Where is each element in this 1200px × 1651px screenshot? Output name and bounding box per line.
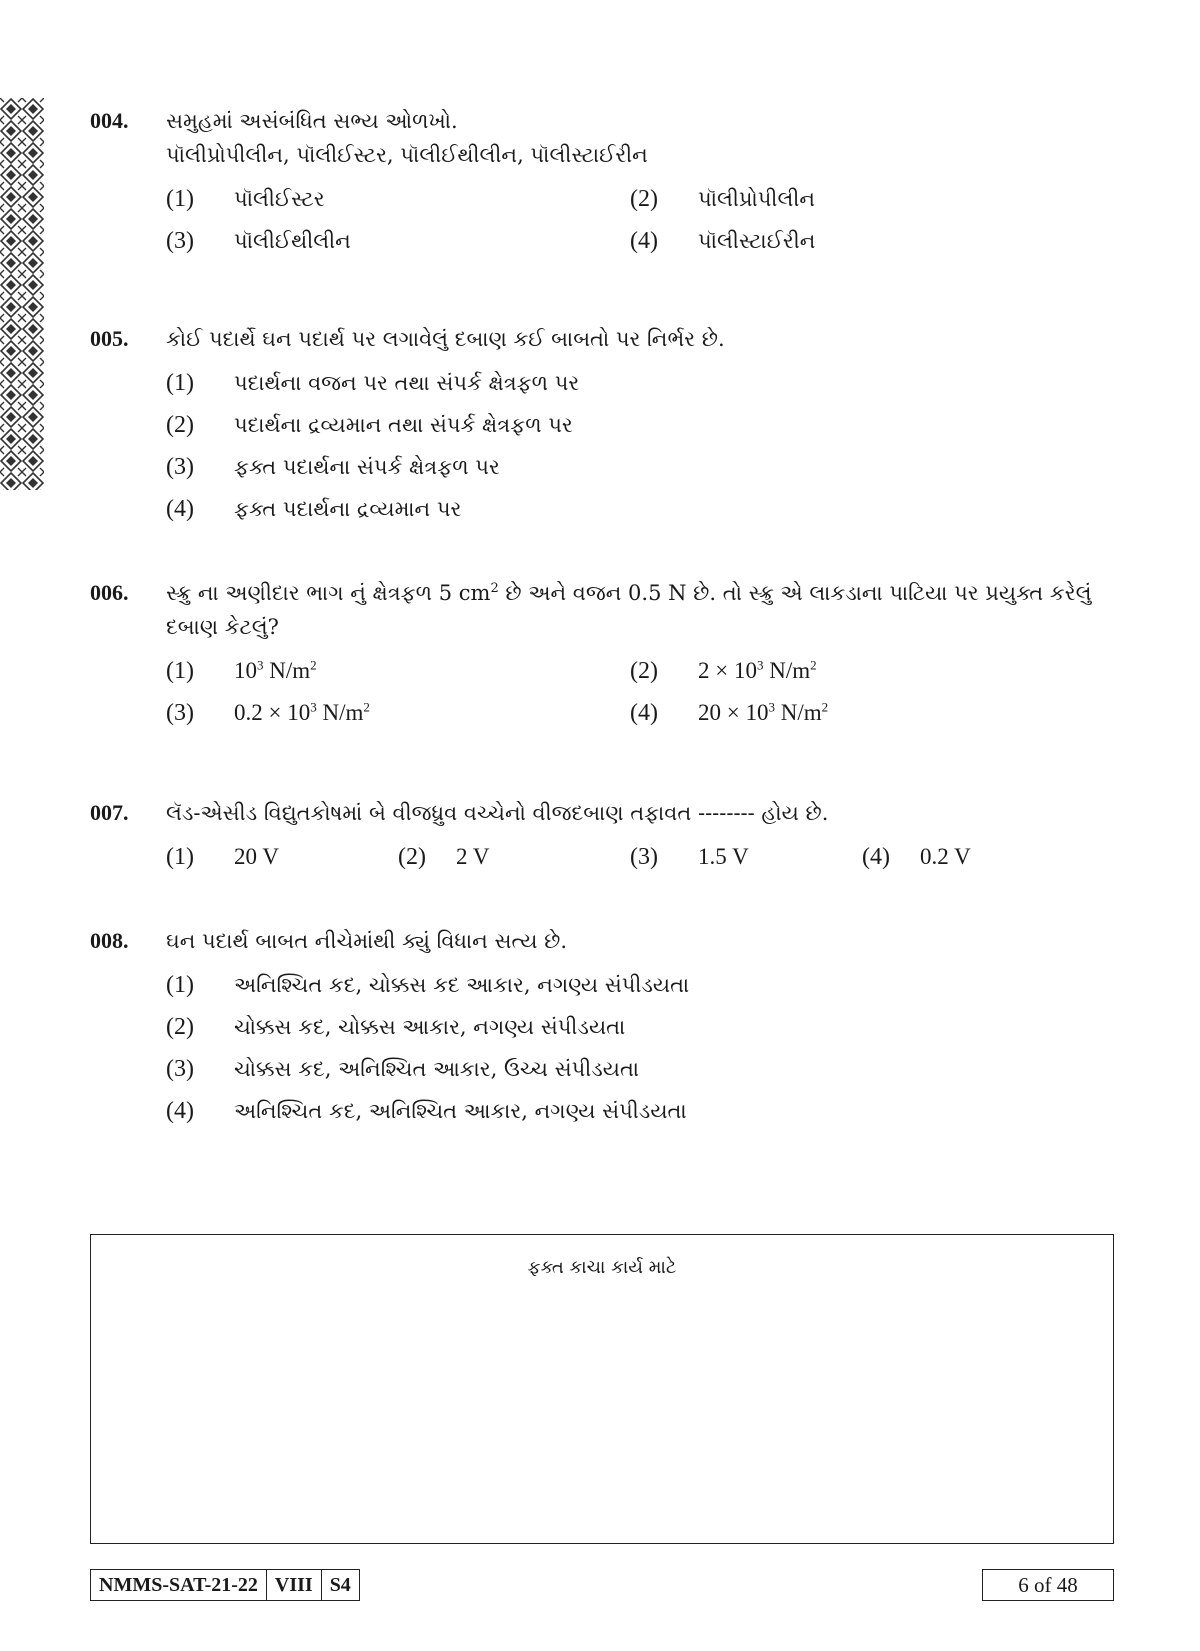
standard-label: VIII [266, 1570, 321, 1600]
option-number: (4) [166, 1097, 194, 1124]
rough-work-box [90, 1234, 1114, 1544]
option-value: 2 × 10 [698, 658, 757, 683]
option-text: ફક્ત પદાર્થના સંપર્ક ક્ષેત્રફળ પર [234, 454, 500, 479]
option-value: 20 × 10 [698, 700, 769, 725]
question-number: 008. [90, 928, 129, 953]
option-text: અનિશ્ચિત કદ, અનિશ્ચિત આકાર, નગણ્ય સંપીડયતા [234, 1098, 687, 1123]
superscript: 2 [810, 657, 817, 673]
question-text [166, 576, 1130, 644]
option-text [698, 658, 817, 684]
option-1 [166, 658, 630, 685]
question-text [166, 924, 1130, 958]
page-number: 6 of 48 [982, 1569, 1114, 1601]
option-1 [166, 186, 630, 213]
option-3 [166, 700, 630, 727]
option-value: 10 [234, 658, 257, 683]
options-list [166, 964, 1130, 1132]
option-number: (4) [630, 699, 658, 726]
option-number: (1) [166, 971, 194, 998]
option-text: 0.2 V [920, 844, 971, 869]
question-text-part: છે અને વજન 0.5 N છે. તો સ્ક્રુ એ લાકડાના પાટિયા પર પ્રયુક્ત કરેલું [498, 581, 1092, 605]
option-text: ચોક્કસ કદ, અનિશ્ચિત આકાર, ઉચ્ચ સંપીડયતા [234, 1056, 640, 1081]
superscript: 2 [363, 699, 370, 715]
option-text: 20 V [234, 844, 279, 869]
option-4 [630, 228, 1094, 255]
footer-code-box [90, 1569, 360, 1601]
options-row [166, 836, 1130, 878]
superscript: 3 [310, 699, 317, 715]
option-2 [398, 844, 630, 871]
question-line: દબાણ કેટલું? [166, 615, 279, 639]
option-1 [166, 370, 1066, 397]
superscript: 2 [821, 699, 829, 715]
option-unit: N/m [316, 700, 364, 725]
option-text: 2 V [456, 844, 490, 869]
question-004 [90, 104, 1130, 262]
question-line [166, 576, 1130, 610]
option-number: (3) [166, 227, 194, 254]
option-1 [166, 844, 398, 871]
option-text [698, 700, 828, 726]
option-2 [630, 658, 1094, 685]
option-number: (4) [862, 843, 890, 870]
option-text: પૉલીઈથીલીન [234, 228, 351, 253]
option-number: (2) [630, 657, 658, 684]
option-unit: N/m [263, 658, 311, 683]
question-number: 005. [90, 326, 129, 351]
superscript: 3 [257, 657, 264, 673]
option-number: (2) [166, 411, 194, 438]
option-number: (1) [166, 369, 194, 396]
option-2 [166, 412, 1066, 439]
option-number: (3) [630, 843, 658, 870]
option-3 [166, 1056, 1066, 1083]
option-1 [166, 972, 1066, 999]
question-006 [90, 576, 1130, 734]
option-text [234, 700, 370, 726]
question-008 [90, 924, 1130, 1132]
option-value: 0.2 × 10 [234, 700, 311, 725]
question-text [166, 796, 1130, 830]
option-3 [166, 454, 1066, 481]
question-number: 006. [90, 580, 129, 605]
option-number: (4) [630, 227, 658, 254]
option-number: (4) [166, 495, 194, 522]
option-4 [630, 700, 1094, 727]
option-unit: N/m [774, 700, 822, 725]
superscript: 2 [310, 657, 317, 673]
option-number: (1) [166, 657, 194, 684]
option-2 [166, 1014, 1066, 1041]
option-text: ફક્ત પદાર્થના દ્રવ્યમાન પર [234, 496, 462, 521]
question-line: પૉલીપ્રોપીલીન, પૉલીઈસ્ટર, પૉલીઈથીલીન, પૉલીસ્ટાઈરીન [166, 143, 648, 167]
options-grid [166, 650, 1130, 734]
superscript: 2 [490, 581, 499, 596]
option-number: (1) [166, 185, 194, 212]
superscript: 3 [756, 657, 764, 673]
option-4 [862, 844, 1094, 871]
options-list [166, 362, 1130, 530]
option-text: પૉલીઈસ્ટર [234, 186, 325, 211]
question-005 [90, 322, 1130, 530]
superscript: 3 [768, 699, 775, 715]
option-number: (3) [166, 453, 194, 480]
option-2 [630, 186, 1094, 213]
rough-work-title: ફક્ત કાચા કાર્ય માટે [527, 1257, 677, 1278]
question-007 [90, 796, 1130, 878]
question-number: 007. [90, 800, 129, 825]
option-3 [630, 844, 862, 871]
option-number: (3) [166, 699, 194, 726]
question-line: સમુહમાં અસંબંધિત સભ્ય ઓળખો. [166, 109, 458, 133]
option-3 [166, 228, 630, 255]
exam-code: NMMS-SAT-21-22 [99, 1574, 258, 1596]
option-text: 1.5 V [698, 844, 749, 869]
option-number: (2) [166, 1013, 194, 1040]
option-text: અનિશ્ચિત કદ, ચોક્કસ કદ આકાર, નગણ્ય સંપીડયતા [234, 972, 690, 997]
question-line: કોઈ પદાર્થે ઘન પદાર્થ પર લગાવેલું દબાણ કઈ બાબતો પર નિર્ભર છે. [166, 327, 725, 351]
option-text: પદાર્થના વજન પર તથા સંપર્ક ક્ષેત્રફળ પર [234, 370, 580, 395]
option-number: (2) [398, 843, 426, 870]
option-4 [166, 1098, 1066, 1125]
decorative-border-icon [0, 98, 44, 490]
option-unit: N/m [763, 658, 811, 683]
question-text [166, 322, 1130, 356]
option-number: (2) [630, 185, 658, 212]
question-line: ઘન પદાર્થ બાબત નીચેમાંથી ક્યું વિધાન સત્ય છે. [166, 929, 568, 953]
option-number: (3) [166, 1055, 194, 1082]
option-4 [166, 496, 1066, 523]
option-number: (1) [166, 843, 194, 870]
option-text: પદાર્થના દ્રવ્યમાન તથા સંપર્ક ક્ષેત્રફળ પર [234, 412, 573, 437]
options-grid [166, 178, 1130, 262]
question-text-part: સ્ક્રુ ના અણીદાર ભાગ નું ક્ષેત્રફળ 5 cm [166, 581, 491, 605]
option-text: પૉલીસ્ટાઈરીન [698, 228, 816, 253]
question-line: લૅડ-એસીડ વિદ્યુતકોષમાં બે વીજધ્રુવ વચ્ચેનો વીજદબાણ તફાવત -------- હોય છે. [166, 801, 829, 825]
option-text: ચોક્કસ કદ, ચોક્કસ આકાર, નગણ્ય સંપીડયતા [234, 1014, 626, 1039]
option-text: પૉલીપ્રોપીલીન [698, 186, 815, 211]
question-text [166, 104, 1130, 172]
set-label: S4 [321, 1570, 359, 1600]
option-text [234, 658, 317, 684]
question-number: 004. [90, 108, 129, 133]
